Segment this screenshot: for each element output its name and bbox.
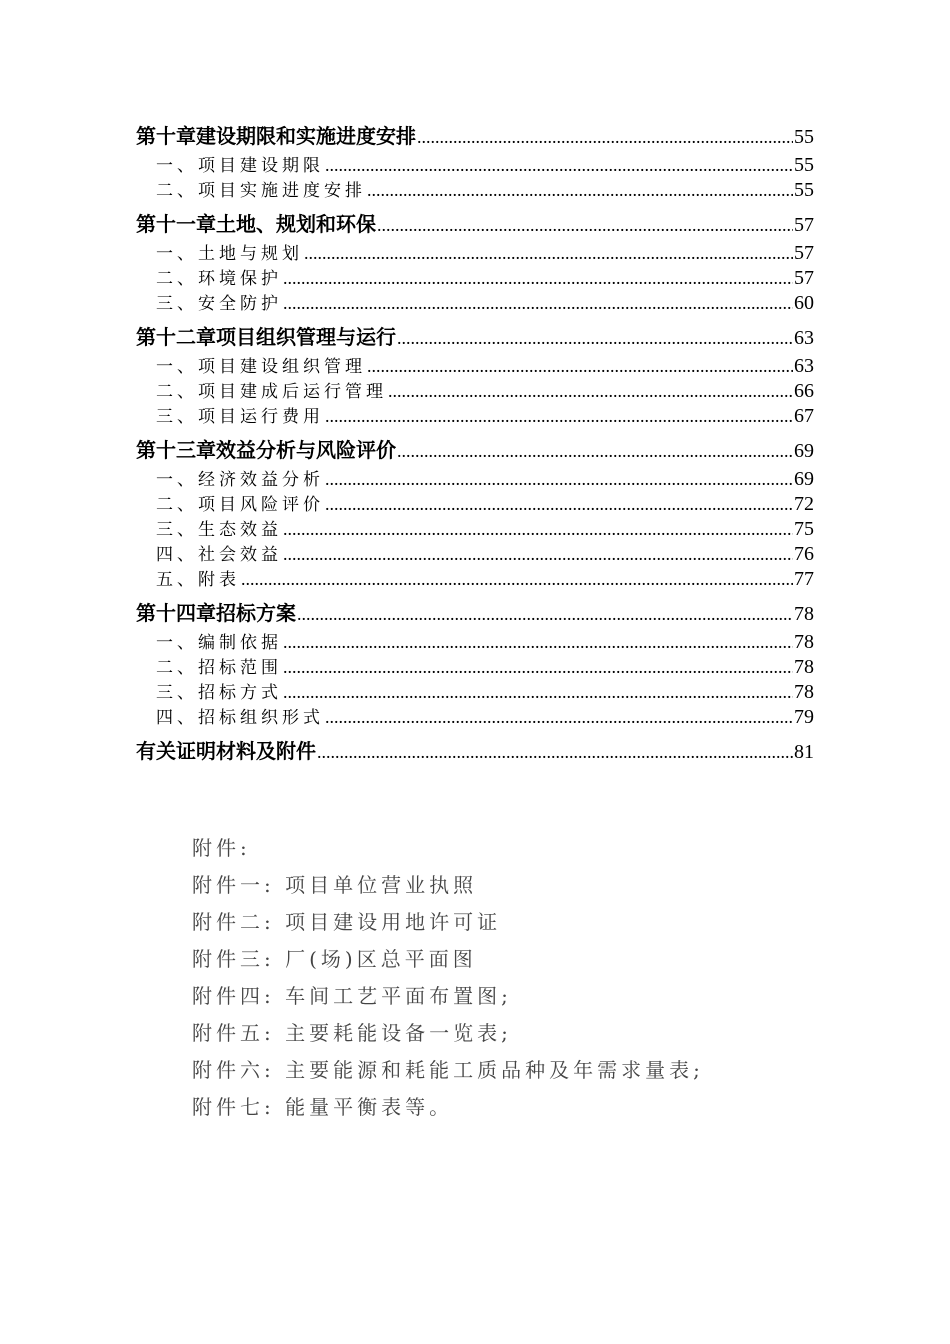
toc-chapter-14[interactable] — [136, 596, 814, 630]
toc-section[interactable] — [136, 680, 814, 705]
appendix-item: 附件三: 厂(场)区总平面图 — [192, 947, 477, 971]
toc-chapter-10[interactable] — [136, 119, 814, 153]
toc-entry-title: 四、招标组织形式 — [156, 708, 324, 728]
toc-dot-leader — [325, 705, 793, 730]
toc-section[interactable] — [136, 291, 814, 316]
toc-entry-title: 二、项目建成后运行管理 — [156, 382, 387, 402]
toc-entry-title: 第十一章土地、规划和环保 — [136, 212, 376, 236]
toc-entry-title: 四、社会效益 — [156, 545, 282, 565]
toc-entry-title: 二、环境保护 — [156, 269, 282, 289]
appendix-item: 附件五: 主要耗能设备一览表; — [192, 1021, 512, 1045]
toc-section[interactable] — [136, 241, 814, 266]
toc-section[interactable] — [136, 517, 814, 542]
toc-entry-title: 一、项目建设期限 — [156, 156, 324, 176]
toc-dot-leader — [367, 178, 793, 203]
toc-dot-leader — [283, 680, 793, 705]
toc-dot-leader — [317, 735, 793, 768]
toc-page-number: 57 — [794, 267, 814, 289]
toc-dot-leader — [283, 266, 793, 291]
toc-dot-leader — [417, 120, 793, 153]
toc-entry-title: 第十四章招标方案 — [136, 601, 296, 625]
toc-page-number: 75 — [794, 518, 814, 540]
toc-dot-leader — [283, 542, 793, 567]
toc-dot-leader — [367, 354, 793, 379]
toc-entry-title: 一、经济效益分析 — [156, 470, 324, 490]
toc-entry-title: 三、招标方式 — [156, 683, 282, 703]
toc-page-number: 55 — [794, 154, 814, 176]
toc-dot-leader — [397, 321, 793, 354]
appendix-item: 附件一: 项目单位营业执照 — [192, 873, 478, 897]
toc-page-number: 67 — [794, 405, 814, 427]
appendix-item: 附件二: 项目建设用地许可证 — [192, 910, 502, 934]
toc-dot-leader — [283, 517, 793, 542]
toc-dot-leader — [241, 567, 793, 592]
toc-dot-leader — [283, 655, 793, 680]
toc-dot-leader — [325, 404, 793, 429]
toc-section[interactable] — [136, 178, 814, 203]
toc-page-number: 60 — [794, 292, 814, 314]
toc-entry-title: 二、项目风险评价 — [156, 495, 324, 515]
table-of-contents — [136, 118, 814, 768]
toc-page-number: 78 — [794, 631, 814, 653]
toc-page-number: 78 — [794, 656, 814, 678]
toc-section[interactable] — [136, 655, 814, 680]
toc-dot-leader — [388, 379, 793, 404]
toc-entry-title: 三、项目运行费用 — [156, 407, 324, 427]
toc-entry-title: 二、招标范围 — [156, 658, 282, 678]
toc-entry-title: 一、编制依据 — [156, 633, 282, 653]
toc-section[interactable] — [136, 354, 814, 379]
toc-page-number: 63 — [794, 355, 814, 377]
appendix-list — [192, 830, 704, 1126]
toc-page-number: 76 — [794, 543, 814, 565]
toc-entry-title: 第十章建设期限和实施进度安排 — [136, 124, 416, 148]
toc-dot-leader — [283, 630, 793, 655]
toc-section[interactable] — [136, 404, 814, 429]
toc-dot-leader — [397, 434, 793, 467]
toc-chapter-11[interactable] — [136, 207, 814, 241]
toc-dot-leader — [325, 153, 793, 178]
toc-page-number: 78 — [794, 603, 814, 625]
toc-page-number: 77 — [794, 568, 814, 590]
toc-section[interactable] — [136, 630, 814, 655]
toc-dot-leader — [304, 241, 793, 266]
toc-entry-title: 第十三章效益分析与风险评价 — [136, 438, 396, 462]
toc-section[interactable] — [136, 266, 814, 291]
toc-entry-title: 五、附表 — [156, 570, 240, 590]
appendix-item: 附件六: 主要能源和耗能工质品种及年需求量表; — [192, 1058, 704, 1082]
toc-page-number: 57 — [794, 242, 814, 264]
toc-page-number: 81 — [794, 741, 814, 763]
toc-page-number: 66 — [794, 380, 814, 402]
toc-page-number: 57 — [794, 214, 814, 236]
toc-page-number: 79 — [794, 706, 814, 728]
toc-entry-title: 第十二章项目组织管理与运行 — [136, 325, 396, 349]
toc-dot-leader — [377, 208, 793, 241]
toc-dot-leader — [325, 467, 793, 492]
toc-section[interactable] — [136, 379, 814, 404]
toc-page-number: 69 — [794, 468, 814, 490]
toc-entry-title: 一、土地与规划 — [156, 244, 303, 264]
appendix-item: 附件七: 能量平衡表等。 — [192, 1095, 454, 1119]
toc-section[interactable] — [136, 467, 814, 492]
toc-page-number: 55 — [794, 126, 814, 148]
toc-chapter-13[interactable] — [136, 433, 814, 467]
appendix-item: 附件四: 车间工艺平面布置图; — [192, 984, 512, 1008]
toc-chapter-attachments[interactable] — [136, 734, 814, 768]
toc-entry-title: 三、安全防护 — [156, 294, 282, 314]
toc-page-number: 63 — [794, 327, 814, 349]
toc-page-number: 78 — [794, 681, 814, 703]
toc-page-number: 69 — [794, 440, 814, 462]
toc-entry-title: 有关证明材料及附件 — [136, 739, 316, 763]
toc-dot-leader — [297, 597, 793, 630]
toc-section[interactable] — [136, 567, 814, 592]
toc-section[interactable] — [136, 705, 814, 730]
toc-chapter-12[interactable] — [136, 320, 814, 354]
toc-entry-title: 一、项目建设组织管理 — [156, 357, 366, 377]
toc-entry-title: 三、生态效益 — [156, 520, 282, 540]
toc-section[interactable] — [136, 492, 814, 517]
toc-dot-leader — [283, 291, 793, 316]
toc-page-number: 55 — [794, 179, 814, 201]
toc-section[interactable] — [136, 542, 814, 567]
toc-section[interactable] — [136, 153, 814, 178]
toc-dot-leader — [325, 492, 793, 517]
toc-page-number: 72 — [794, 493, 814, 515]
appendix-heading: 附件: — [192, 836, 251, 860]
toc-entry-title: 二、项目实施进度安排 — [156, 181, 366, 201]
